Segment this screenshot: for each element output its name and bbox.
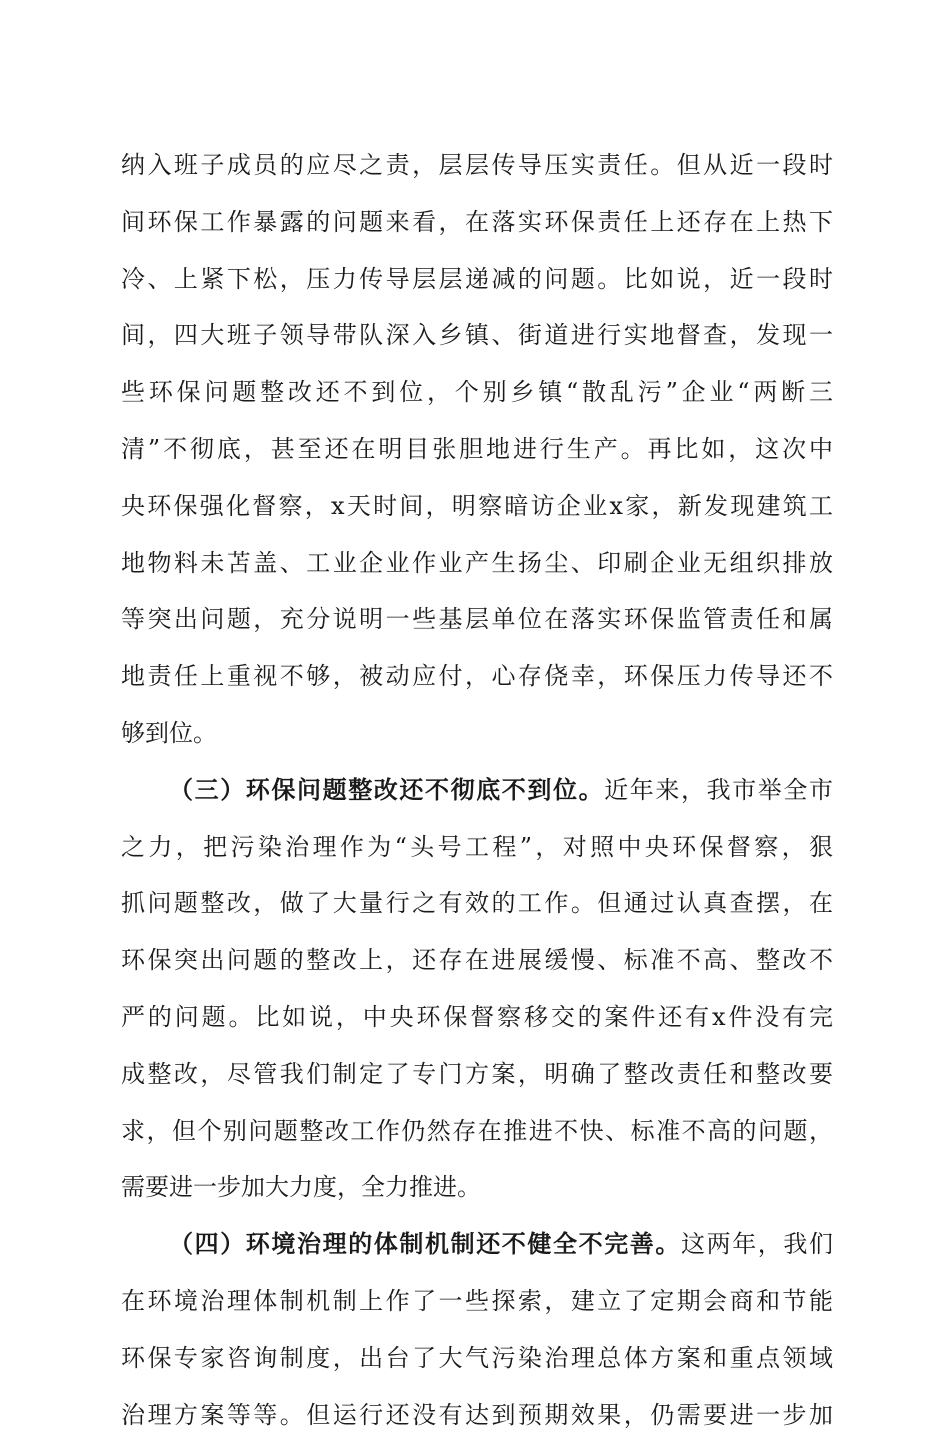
text-line: 等突出问题，充分说明一些基层单位在落实环保监管责任和属 <box>121 605 833 634</box>
text-line: 需要进一步加大力度，全力推进。 <box>121 1173 481 1202</box>
section-heading: （三）环保问题整改还不彻底不到位。 <box>169 774 605 804</box>
text-line: 治理方案等等。但运行还没有达到预期效果，仍需要进一步加 <box>121 1400 833 1429</box>
text-line: 够到位。 <box>121 718 217 747</box>
section-heading: （四）环境治理的体制机制还不健全不完善。 <box>169 1229 681 1259</box>
text-line: 在环境治理体制机制上作了一些探索，建立了定期会商和节能 <box>121 1286 833 1315</box>
text-line: 间环保工作暴露的问题来看，在落实环保责任上还存在上热下 <box>121 207 833 236</box>
text-line: 纳入班子成员的应尽之责，层层传导压实责任。但从近一段时 <box>121 151 833 179</box>
paragraph-3 <box>121 1216 833 1443</box>
paragraph-2 <box>121 762 833 1216</box>
text-line: 央环保强化督察，x天时间，明察暗访企业x家，新发现建筑工 <box>121 491 833 520</box>
text-line <box>121 1216 833 1273</box>
text-line: 求，但个别问题整改工作仍然存在推进不快、标准不高的问题， <box>121 1116 833 1145</box>
text-line: 清”不彻底，甚至还在明目张胆地进行生产。再比如，这次中 <box>121 434 833 463</box>
text-line: 些环保问题整改还不到位，个别乡镇“散乱污”企业“两断三 <box>121 378 833 407</box>
text-line: 环保突出问题的整改上，还存在进展缓慢、标准不高、整改不 <box>121 946 833 975</box>
text-line: 成整改，尽管我们制定了专门方案，明确了整改责任和整改要 <box>121 1059 833 1088</box>
text-line: 之力，把污染治理作为“头号工程”，对照中央环保督察，狠 <box>121 832 833 861</box>
text-span: 这两年，我们 <box>681 1230 833 1259</box>
text-line: 地物料未苫盖、工业企业作业产生扬尘、印刷企业无组织排放 <box>121 548 833 577</box>
text-line: 地责任上重视不够，被动应付，心存侥幸，环保压力传导还不 <box>121 662 833 691</box>
text-line: 抓问题整改，做了大量行之有效的工作。但通过认真查摆，在 <box>121 889 833 918</box>
text-line: 环保专家咨询制度，出台了大气污染治理总体方案和重点领域 <box>121 1343 833 1372</box>
document-body <box>121 137 833 1443</box>
text-line <box>121 762 833 819</box>
text-line: 冷、上紧下松，压力传导层层递减的问题。比如说，近一段时 <box>121 264 833 293</box>
text-span: 近年来，我市举全市 <box>604 775 834 804</box>
text-line: 严的问题。比如说，中央环保督察移交的案件还有x件没有完 <box>121 1002 833 1031</box>
paragraph-1 <box>121 137 833 762</box>
text-line: 间，四大班子领导带队深入乡镇、街道进行实地督查，发现一 <box>121 321 833 350</box>
